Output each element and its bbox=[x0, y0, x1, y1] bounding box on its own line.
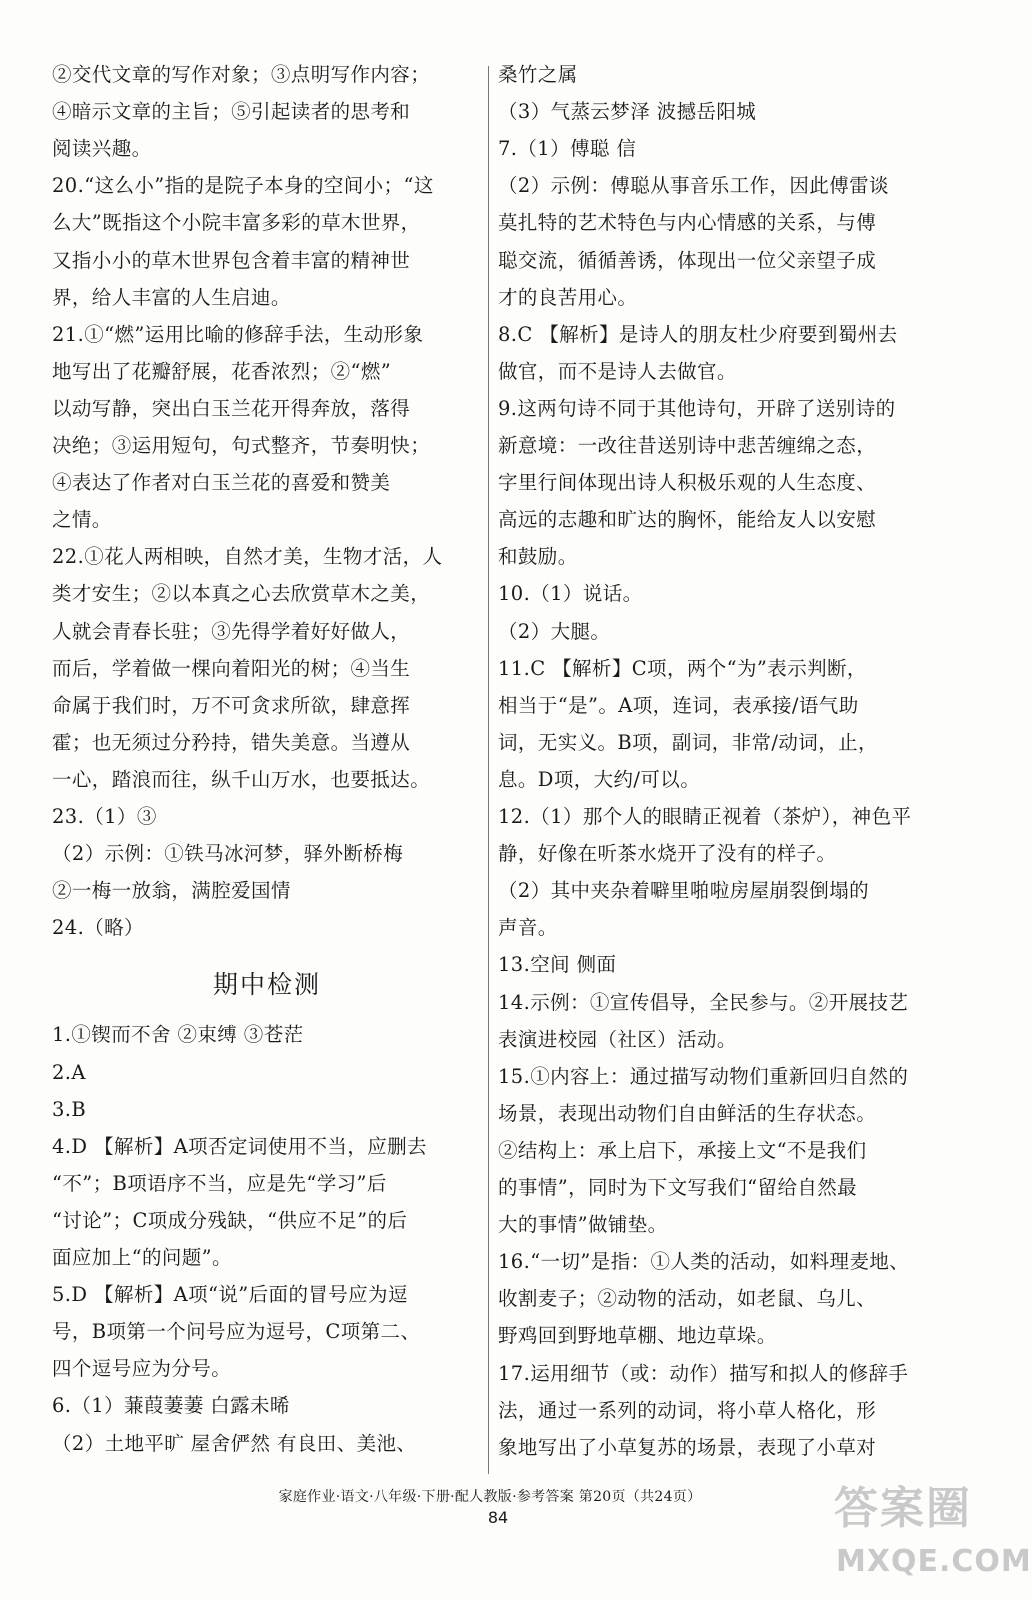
answer-line: 收割麦子；②动物的活动，如老鼠、乌儿、 bbox=[498, 1287, 877, 1311]
answer-line: （2）示例：①铁马冰河梦，驿外断桥梅 bbox=[52, 842, 404, 866]
answer-line: 17.运用细节（或：动作）描写和拟人的修辞手 bbox=[498, 1361, 909, 1385]
page-footer: 家庭作业·语文·八年级·下册·配人教版·参考答案 第20页（共24页） bbox=[278, 1489, 702, 1505]
answer-line: ④表达了作者对白玉兰花的喜爱和赞美 bbox=[52, 471, 391, 495]
answer-line: 16.“一切”是指：①人类的活动，如料理麦地、 bbox=[498, 1250, 910, 1274]
answer-line: 11.C 【解析】C项，两个“为”表示判断， bbox=[498, 656, 867, 680]
answer-line: 表演进校园（社区）活动。 bbox=[498, 1027, 737, 1051]
watermark-url: MXQE.COM bbox=[836, 1544, 1032, 1579]
answer-line: （3）气蒸云梦泽 波撼岳阳城 bbox=[498, 100, 757, 124]
answer-line: 静，好像在听茶水烧开了没有的样子。 bbox=[498, 842, 837, 866]
answer-line: 象地写出了小草复苏的场景，表现了小草对 bbox=[498, 1435, 877, 1459]
answer-line: 12.（1）那个人的眼睛正视着（茶炉），神色平 bbox=[498, 805, 912, 828]
answer-line: 场景，表现出动物们自由鲜活的生存状态。 bbox=[498, 1101, 877, 1125]
answer-line: 类才安生；②以本真之心去欣赏草木之美， bbox=[52, 582, 431, 606]
answer-line: 8.C 【解析】是诗人的朋友杜少府要到蜀州去 bbox=[498, 322, 898, 346]
answer-line: ②交代文章的写作对象；③点明写作内容； bbox=[52, 63, 431, 86]
answer-line: 10.（1）说话。 bbox=[498, 582, 643, 606]
answer-line: 20.“这么小”指的是院子本身的空间小；“这 bbox=[52, 174, 434, 198]
answer-line: （2）示例：傅聪从事音乐工作，因此傅雷谈 bbox=[498, 174, 889, 198]
answer-line: 13.空间 侧面 bbox=[498, 953, 617, 977]
answer-line: 四个逗号应为分号。 bbox=[52, 1357, 232, 1381]
answer-line: 界，给人丰富的人生启迪。 bbox=[52, 285, 291, 309]
answer-line: 决绝；③运用短句，句式整齐，节奏明快； bbox=[52, 434, 431, 457]
answer-line: 15.①内容上：通过描写动物们重新回归自然的 bbox=[498, 1064, 909, 1088]
answer-line: ②结构上：承上启下，承接上文“不是我们 bbox=[498, 1138, 867, 1162]
answer-line: 聪交流，循循善诱，体现出一位父亲望子成 bbox=[498, 248, 877, 272]
answer-line: 7.（1）傅聪 信 bbox=[498, 137, 637, 161]
answer-line: “不”；B项语序不当，应是先“学习”后 bbox=[52, 1171, 387, 1195]
answer-line: 霍；也无须过分矜持，错失美意。当遵从 bbox=[52, 730, 411, 754]
answer-line: 莫扎特的艺术特色与内心情感的关系，与傅 bbox=[498, 211, 877, 235]
answer-line: （2）大腿。 bbox=[498, 619, 611, 643]
answer-line: 法，通过一系列的动词，将小草人格化，形 bbox=[498, 1398, 877, 1422]
watermark-text: 答案圈 bbox=[834, 1483, 972, 1534]
page-number: 84 bbox=[487, 1508, 509, 1527]
answer-line: 以动写静，突出白玉兰花开得奔放，落得 bbox=[52, 396, 411, 420]
answer-line: 相当于“是”。A项，连词，表承接/语气助 bbox=[498, 693, 859, 717]
answer-line: 3.B bbox=[52, 1097, 87, 1121]
answer-line: 1.①锲而不舍 ②束缚 ③苍茫 bbox=[52, 1023, 304, 1047]
answer-line: 5.D 【解析】A项“说”后面的冒号应为逗 bbox=[52, 1283, 408, 1307]
answer-line: 2.A bbox=[52, 1060, 86, 1084]
answer-line: 又指小小的草木世界包含着丰富的精神世 bbox=[52, 248, 411, 272]
answer-line: 么大”既指这个小院丰富多彩的草木世界， bbox=[52, 211, 421, 235]
answer-line: 和鼓励。 bbox=[498, 545, 578, 569]
answer-line: 命属于我们时，万不可贪求所欲，肆意挥 bbox=[52, 693, 411, 717]
answer-line: 桑竹之属 bbox=[498, 63, 578, 86]
answer-line: 大的事情”做铺垫。 bbox=[498, 1213, 668, 1237]
answer-line: 23.（1）③ bbox=[52, 805, 157, 828]
answer-line: 之情。 bbox=[52, 508, 112, 532]
answer-line: 4.D 【解析】A项否定词使用不当，应删去 bbox=[52, 1134, 427, 1158]
watermark-logo bbox=[820, 1472, 1032, 1592]
answer-line: 词，无实义。B项，副词，非常/动词，止， bbox=[498, 730, 878, 754]
answer-line: 人就会青春长驻；③先得学着好好做人， bbox=[52, 619, 411, 643]
answer-line: 做官，而不是诗人去做官。 bbox=[498, 359, 737, 383]
answer-line: 而后，学着做一棵向着阳光的树；④当生 bbox=[52, 656, 411, 680]
answer-line: 野鸡回到野地草棚、地边草垛。 bbox=[498, 1324, 777, 1348]
answer-line: 面应加上“的问题”。 bbox=[52, 1246, 232, 1269]
answer-line: ④暗示文章的主旨；⑤引起读者的思考和 bbox=[52, 100, 411, 124]
answer-line: 14.示例：①宣传倡导，全民参与。②开展技艺 bbox=[498, 990, 909, 1014]
answer-line: （2）土地平旷 屋舍俨然 有良田、美池、 bbox=[52, 1431, 417, 1455]
answer-line: 的事情”，同时为下文写我们“留给自然最 bbox=[498, 1176, 858, 1199]
answer-line: 21.①“燃”运用比喻的修辞手法，生动形象 bbox=[52, 322, 424, 346]
section-title: 期中检测 bbox=[212, 970, 321, 1000]
answer-line: “讨论”；C项成分残缺，“供应不足”的后 bbox=[52, 1208, 408, 1232]
answer-line: 24.（略） bbox=[52, 916, 144, 940]
answer-line: 号，B项第一个问号应为逗号，C项第二、 bbox=[52, 1320, 421, 1344]
answer-line: 才的良苦用心。 bbox=[498, 285, 638, 309]
answer-line: 22.①花人两相映，自然才美，生物才活，人 bbox=[52, 545, 443, 569]
answer-line: 新意境：一改往昔送别诗中悲苦缠绵之态， bbox=[498, 434, 877, 457]
answer-line: 字里行间体现出诗人积极乐观的人生态度、 bbox=[498, 471, 877, 495]
answer-line: 高远的志趣和旷达的胸怀，能给友人以安慰 bbox=[498, 508, 877, 532]
answer-line: （2）其中夹杂着噼里啪啦房屋崩裂倒塌的 bbox=[498, 879, 870, 903]
answer-line: 6.（1）蒹葭萋萋 白露未晞 bbox=[52, 1394, 290, 1418]
answer-line: 阅读兴趣。 bbox=[52, 137, 152, 161]
answer-line: 9.这两句诗不同于其他诗句，开辟了送别诗的 bbox=[498, 396, 896, 420]
answer-line: ②一梅一放翁，满腔爱国情 bbox=[52, 879, 291, 903]
answer-line: 一心，踏浪而往，纵千山万水，也要抵达。 bbox=[52, 767, 431, 791]
column-divider bbox=[488, 66, 489, 1474]
answer-line: 地写出了花瓣舒展，花香浓烈；②“燃” bbox=[52, 359, 392, 383]
answer-line: 声音。 bbox=[498, 916, 558, 940]
answer-line: 息。D项，大约/可以。 bbox=[498, 767, 701, 791]
